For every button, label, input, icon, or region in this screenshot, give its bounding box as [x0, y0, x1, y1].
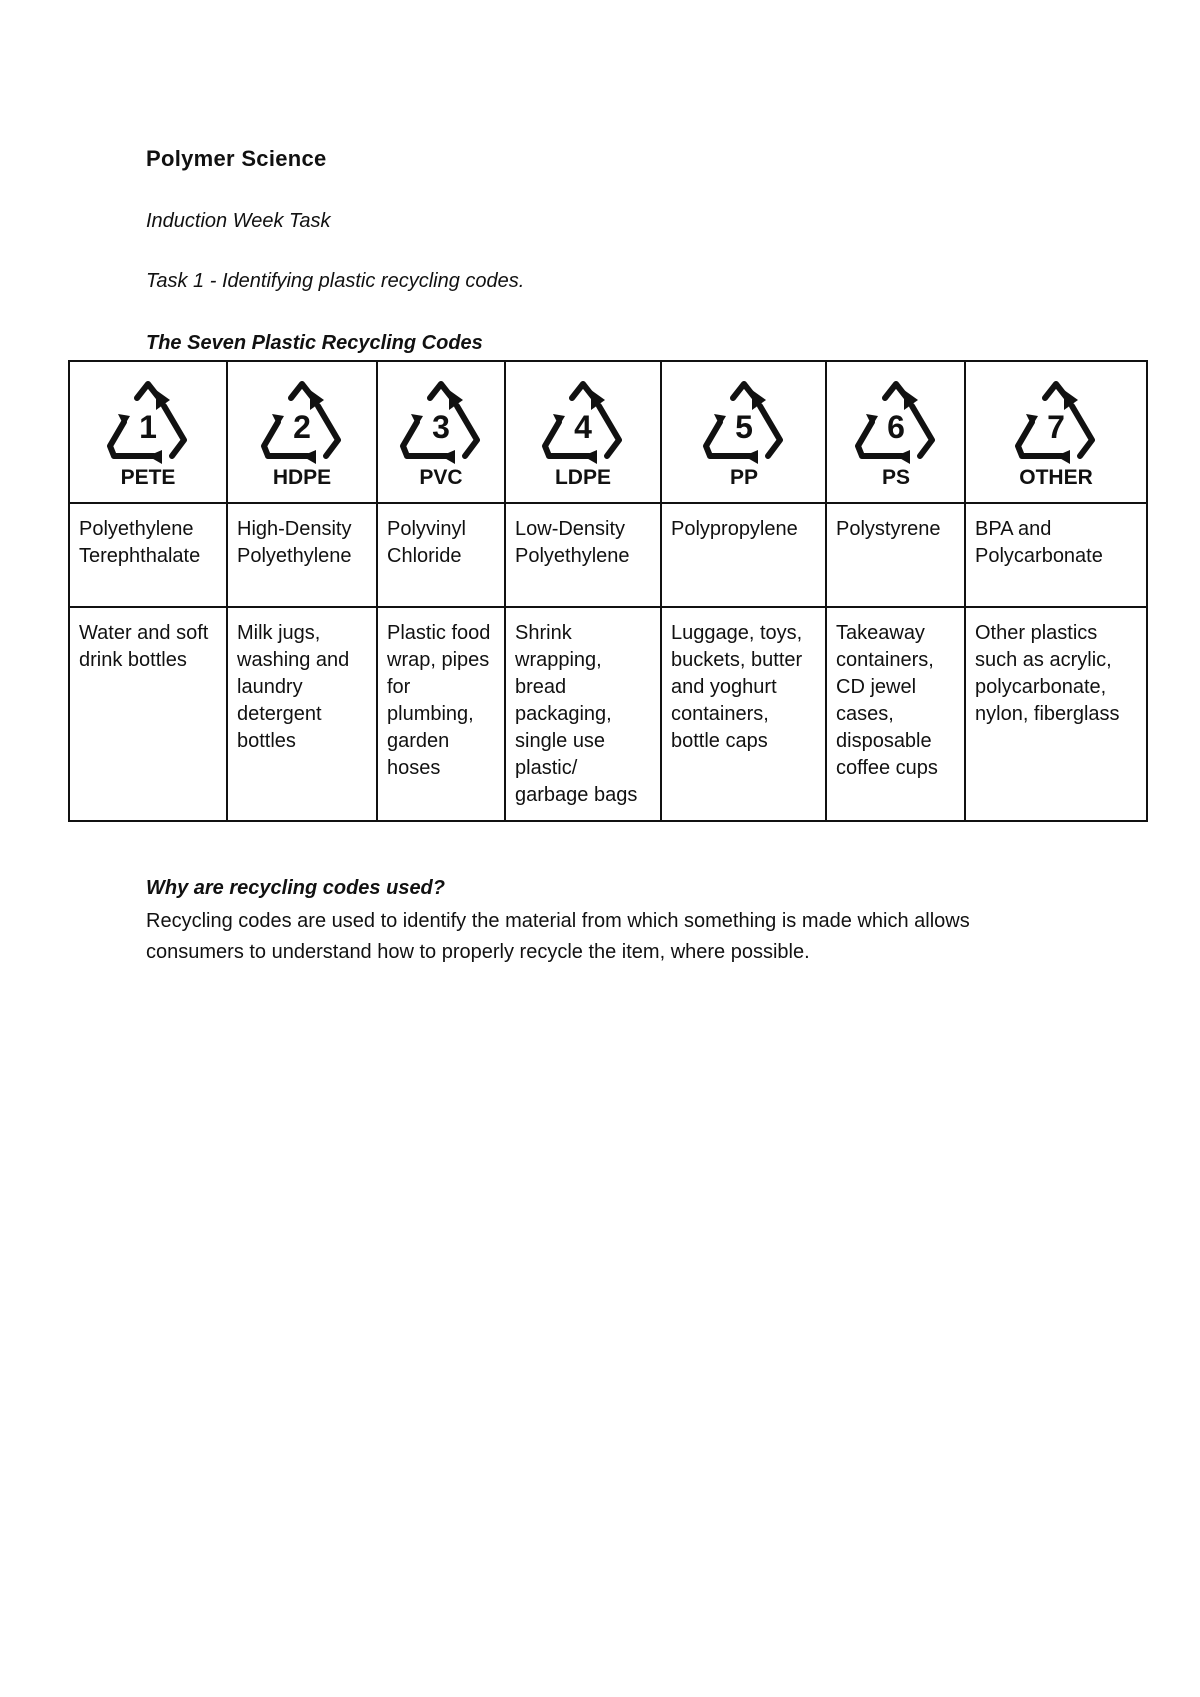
code-abbreviation: OTHER	[1019, 466, 1093, 488]
task-heading: Task 1 - Identifying plastic recycling codes.	[146, 270, 525, 292]
code-abbreviation: PETE	[120, 466, 176, 488]
symbol-cell	[661, 361, 826, 503]
symbol-cell	[377, 361, 505, 503]
recycling-symbol-4-icon	[535, 376, 631, 488]
code-number: 4	[574, 409, 592, 445]
polymer-name-cell: Polystyrene	[826, 503, 965, 607]
uses-cell: Milk jugs, washing and laundry detergent bottles	[227, 607, 377, 821]
code-abbreviation: HDPE	[272, 466, 332, 488]
polymer-name-cell: BPA and Polycarbonate	[965, 503, 1147, 607]
code-abbreviation: PS	[881, 466, 910, 488]
code-abbreviation: PVC	[419, 466, 463, 488]
uses-row	[69, 607, 1147, 821]
polymer-name-cell: Low-Density Polyethylene	[505, 503, 661, 607]
uses-cell: Luggage, toys, buckets, butter and yoghurt containers, bottle caps	[661, 607, 826, 821]
recycling-symbol-5-icon	[696, 376, 792, 488]
page-title: Polymer Science	[146, 146, 327, 171]
subtitle: Induction Week Task	[146, 210, 331, 232]
code-number: 3	[432, 409, 450, 445]
why-heading: Why are recycling codes used?	[146, 877, 445, 899]
code-number: 1	[139, 409, 157, 445]
polymer-name-cell: High-Density Polyethylene	[227, 503, 377, 607]
recycling-codes-table	[68, 360, 1148, 822]
polymer-name-row	[69, 503, 1147, 607]
symbol-cell	[69, 361, 227, 503]
code-number: 6	[886, 409, 905, 445]
table-heading: The Seven Plastic Recycling Codes	[146, 332, 483, 354]
why-body: Recycling codes are used to identify the material from which something is made which allows consumers to understand how to properly recycle the item, where possible.	[146, 910, 970, 963]
symbol-cell	[965, 361, 1147, 503]
symbol-cell	[826, 361, 965, 503]
code-number: 5	[734, 409, 753, 445]
recycling-symbol-6-icon	[848, 376, 944, 488]
recycling-symbol-3-icon	[393, 376, 489, 488]
polymer-name-cell: Polyethylene Terephthalate	[69, 503, 227, 607]
symbol-cell	[505, 361, 661, 503]
polymer-name-cell: Polyvinyl Chloride	[377, 503, 505, 607]
uses-cell: Other plastics such as acrylic, polycarbonate, nylon, fiberglass	[965, 607, 1147, 821]
polymer-name-cell: Polypropylene	[661, 503, 826, 607]
recycling-symbol-2-icon	[254, 376, 350, 488]
code-abbreviation: PP	[729, 466, 758, 488]
uses-cell: Water and soft drink bottles	[69, 607, 227, 821]
uses-cell: Takeaway containers, CD jewel cases, disposable coffee cups	[826, 607, 965, 821]
code-number: 2	[293, 409, 311, 445]
code-number: 7	[1047, 409, 1065, 445]
recycling-symbol-1-icon	[100, 376, 196, 488]
symbol-row	[69, 361, 1147, 503]
recycling-symbol-7-icon	[1008, 376, 1104, 488]
uses-cell: Shrink wrapping, bread packaging, single use plastic/ garbage bags	[505, 607, 661, 821]
uses-cell: Plastic food wrap, pipes for plumbing, garden hoses	[377, 607, 505, 821]
code-abbreviation: LDPE	[554, 466, 612, 488]
symbol-cell	[227, 361, 377, 503]
